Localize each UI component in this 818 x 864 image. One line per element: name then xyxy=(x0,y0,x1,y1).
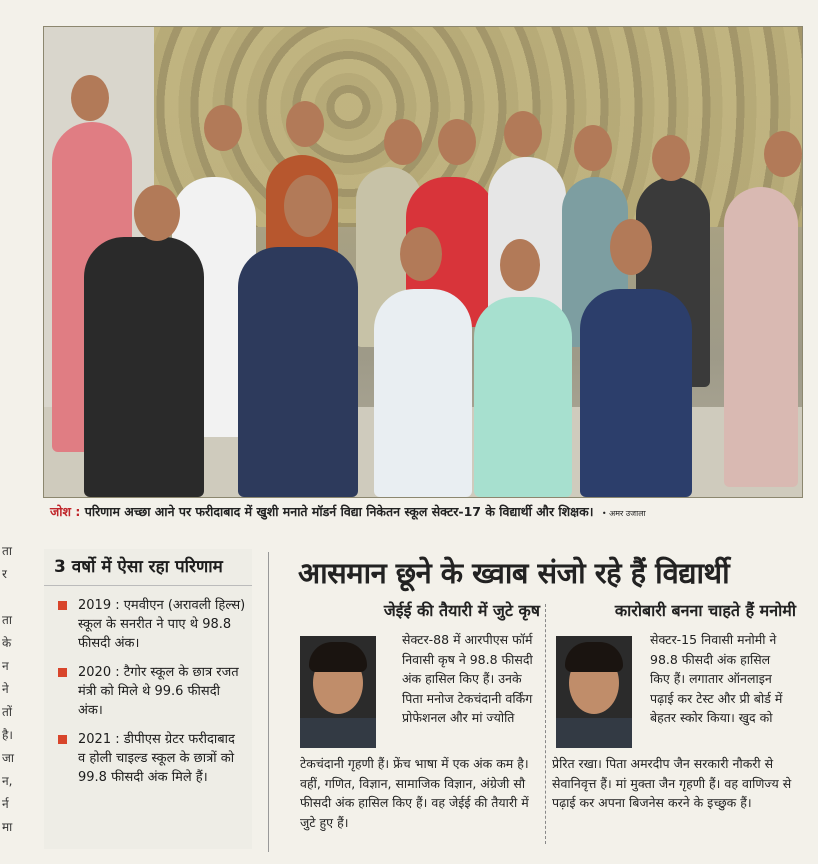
square-bullet-icon xyxy=(58,735,67,744)
column-divider xyxy=(268,552,269,852)
story-body-top: सेक्टर-88 में आरपीएस फॉर्म निवासी कृष ने 98.8 फीसदी अंक हासिल किए हैं। उनके पिता मनोज टेकचंदानी वर्किंग प्रोफेशनल और मां ज्योति xyxy=(402,632,533,725)
caption-text: परिणाम अच्छा आने पर फरीदाबाद में खुशी मनाते मॉडर्न विद्या निकेतन स्कूल सेक्टर-17 के विद्यार्थी और शिक्षक। xyxy=(84,504,594,519)
story-subhead: जेईई की तैयारी में जुटे कृष xyxy=(383,601,540,620)
group-photo xyxy=(43,26,803,498)
student-figure xyxy=(84,237,204,497)
story-subhead: कारोबारी बनना चाहते हैं मनोमी xyxy=(614,601,796,620)
student-figure xyxy=(580,289,692,497)
photo-caption xyxy=(50,503,800,523)
sidebar-item: 2019 : एमवीएन (अरावली हिल्स) स्कूल के सनरीत ने पाए थे 98.8 फीसदी अंक। xyxy=(44,596,252,653)
photo-credit: • अमर उजाला xyxy=(601,509,646,518)
results-sidebar xyxy=(44,549,252,849)
student-portrait xyxy=(300,636,376,748)
caption-lead: जोश : xyxy=(50,504,81,519)
story-body-top: सेक्टर-15 निवासी मनोमी ने 98.8 फीसदी अंक हासिल किए हैं। लगातार ऑनलाइन पढ़ाई कर टेस्ट और प्री बोर्ड में बेहतर स्कोर किया। खुद को xyxy=(650,632,783,725)
story-body-bottom: टेकचंदानी गृहणी हैं। फ्रेंच भाषा में एक अंक कम है। वहीं, गणित, विज्ञान, सामाजिक विज्ञान, अंग्रेजी सौ फीसदी अंक हासिल किए हैं। वह जेईई की तैयारी में जुटे हुए हैं। xyxy=(300,756,529,830)
story-krish xyxy=(296,600,540,830)
adjacent-column-fragment: ता र ता के न ने तों है। जा न, र्न मा xyxy=(2,544,15,834)
article-headline: आसमान छूने के ख्वाब संजो रहे हैं विद्यार्थी xyxy=(298,556,730,590)
story-manomi xyxy=(552,600,796,810)
story-divider xyxy=(545,604,547,844)
story-body-bottom: प्रेरित रखा। पिता अमरदीप जैन सरकारी नौकरी से सेवानिवृत्त हैं। मां मुक्ता जैन गृहणी हैं। वह वाणिज्य से पढ़ाई कर अपना बिजनेस करने के इच्छुक हैं। xyxy=(552,756,792,810)
student-figure xyxy=(238,247,358,497)
square-bullet-icon xyxy=(58,601,67,610)
student-portrait xyxy=(556,636,632,748)
teacher-figure xyxy=(724,187,798,487)
sidebar-item: 2020 : टैगोर स्कूल के छात्र रजत मंत्री को मिले थे 99.6 फीसदी अंक। xyxy=(44,663,252,720)
square-bullet-icon xyxy=(58,668,67,677)
sidebar-item: 2021 : डीपीएस ग्रेटर फरीदाबाद व होली चाइल्ड स्कूल के छात्रों को 99.8 फीसदी अंक मिले हैं। xyxy=(44,730,252,787)
student-figure xyxy=(374,289,472,497)
student-figure xyxy=(474,297,572,497)
sidebar-title: 3 वर्षो में ऐसा रहा परिणाम xyxy=(44,549,252,586)
